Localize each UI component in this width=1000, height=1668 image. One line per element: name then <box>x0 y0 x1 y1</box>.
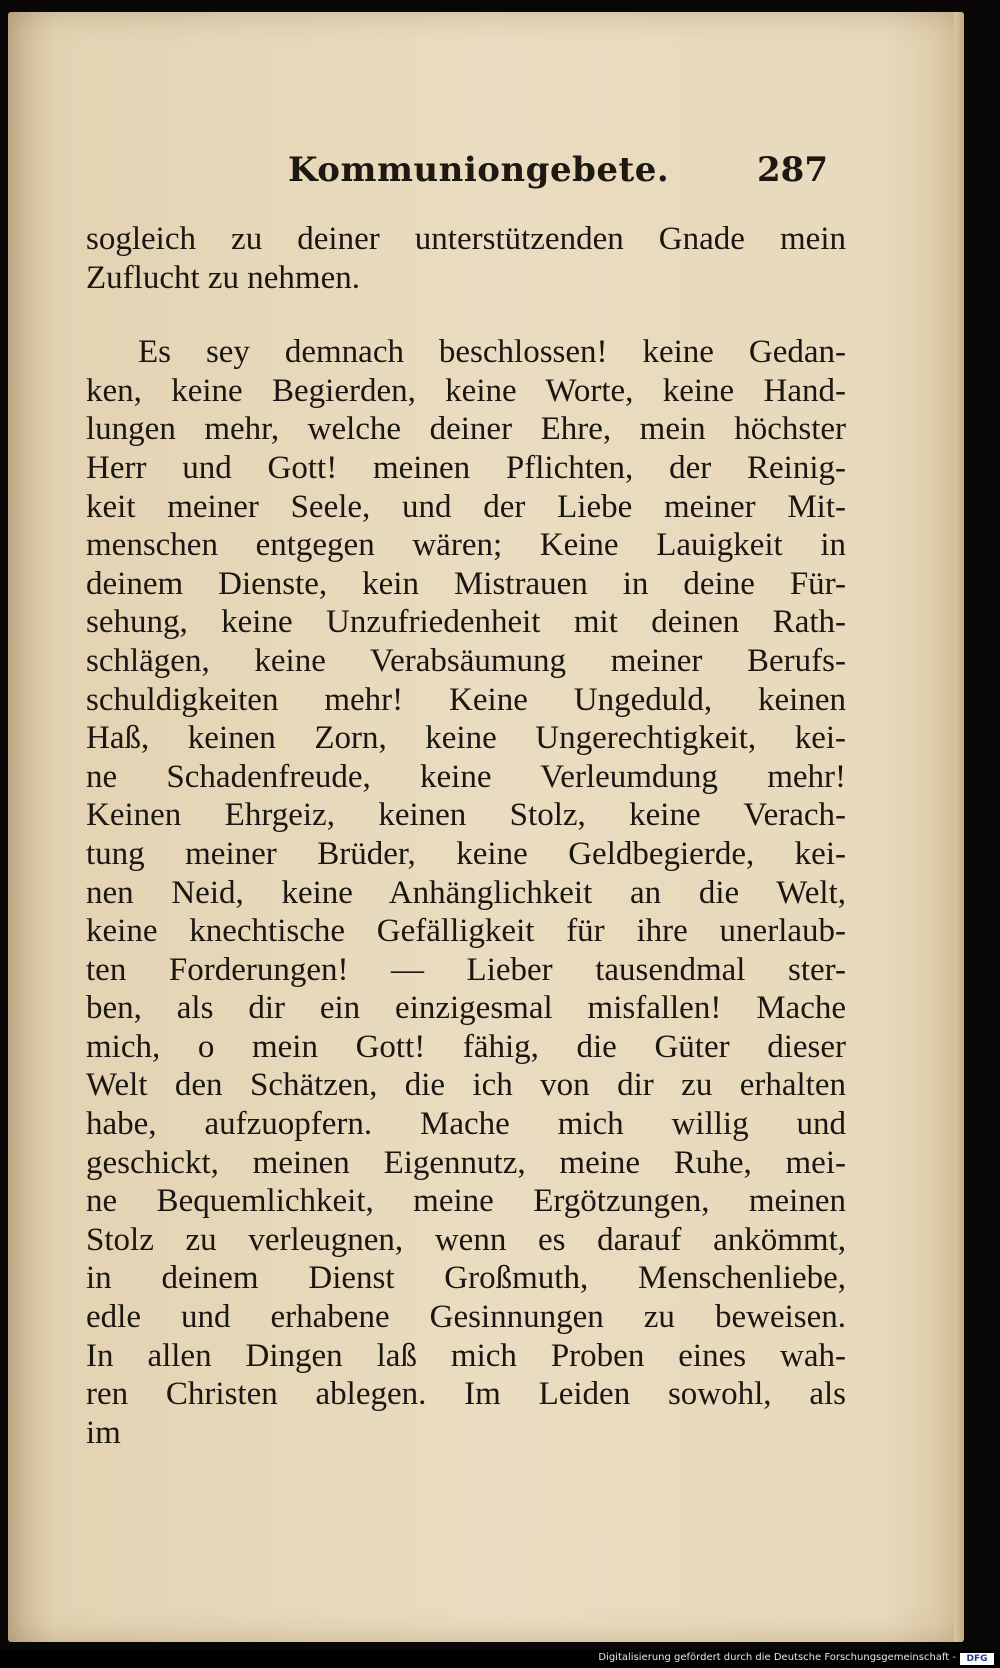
text-line: schlägen, keine Verabsäumung meiner Berufs- <box>86 642 846 679</box>
paragraph-gap <box>86 297 846 333</box>
text-line: In allen Dingen laß mich Proben eines wah- <box>86 1337 846 1374</box>
text-line: tung meiner Brüder, keine Geldbegierde, kei- <box>86 835 846 872</box>
book-page <box>8 12 964 1642</box>
footer-credit: Digitalisierung gefördert durch die Deutsche Forschungsgemeinschaft - <box>598 1652 956 1663</box>
text-line: Welt den Schätzen, die ich von dir zu erhalten <box>86 1067 846 1104</box>
text-line: Stolz zu verleugnen, wenn es darauf ankömmt, <box>86 1221 846 1258</box>
text-line: ben, als dir ein einzigesmal misfallen! Mache <box>86 990 846 1027</box>
text-line: ken, keine Begierden, keine Worte, keine Hand- <box>86 372 846 409</box>
text-line: Haß, keinen Zorn, keine Ungerechtigkeit, kei- <box>86 720 846 757</box>
text-line: edle und erhabene Gesinnungen zu beweisen. <box>86 1299 846 1336</box>
text-line: Herr und Gott! meinen Pflichten, der Reinig- <box>86 449 846 486</box>
text-line: Es sey demnach beschlossen! keine Gedan- <box>138 334 846 371</box>
footer-bar <box>0 1650 1000 1668</box>
text-line: deinem Dienste, kein Mistrauen in deine Für- <box>86 565 846 602</box>
text-line: ren Christen ablegen. Im Leiden sowohl, als <box>86 1376 846 1413</box>
text-line: geschickt, meinen Eigennutz, meine Ruhe, mei- <box>86 1144 846 1181</box>
text-line: keine knechtische Gefälligkeit für ihre unerlaub- <box>86 913 846 950</box>
text-line: habe, aufzuopfern. Mache mich willig und <box>86 1106 846 1143</box>
text-line: Keinen Ehrgeiz, keinen Stolz, keine Verach- <box>86 797 846 834</box>
text-line: nen Neid, keine Anhänglichkeit an die Welt, <box>86 874 846 911</box>
dfg-logo-icon: DFG <box>960 1653 994 1665</box>
paragraph <box>86 220 846 297</box>
page-header <box>288 150 828 200</box>
text-line: ne Schadenfreude, keine Verleumdung mehr! <box>86 758 846 795</box>
text-line: ten Forderungen! — Lieber tausendmal ster- <box>86 951 846 988</box>
text-line: keit meiner Seele, und der Liebe meiner Mit- <box>86 488 846 525</box>
text-line: lungen mehr, welche deiner Ehre, mein höchster <box>86 411 846 448</box>
text-line: sogleich zu deiner unterstützenden Gnade mein <box>86 221 846 257</box>
text-line: Zuflucht zu nehmen. <box>86 259 360 296</box>
page-edge <box>954 12 964 1642</box>
text-line: menschen entgegen wären; Keine Lauigkeit in <box>86 527 846 564</box>
body-text <box>86 220 846 1452</box>
text-line: in deinem Dienst Großmuth, Menschenliebe, <box>86 1260 846 1297</box>
text-line: mich, o mein Gott! fähig, die Güter dieser <box>86 1028 846 1065</box>
text-line: sehung, keine Unzufriedenheit mit deinen Rath- <box>86 604 846 641</box>
paragraph <box>86 333 846 1452</box>
text-line: ne Bequemlichkeit, meine Ergötzungen, meinen <box>86 1183 846 1220</box>
running-title: Kommuniongebete. <box>288 150 670 190</box>
text-line: schuldigkeiten mehr! Keine Ungeduld, keinen <box>86 681 846 718</box>
text-line: im <box>86 1414 121 1451</box>
page-number: 287 <box>757 150 828 190</box>
